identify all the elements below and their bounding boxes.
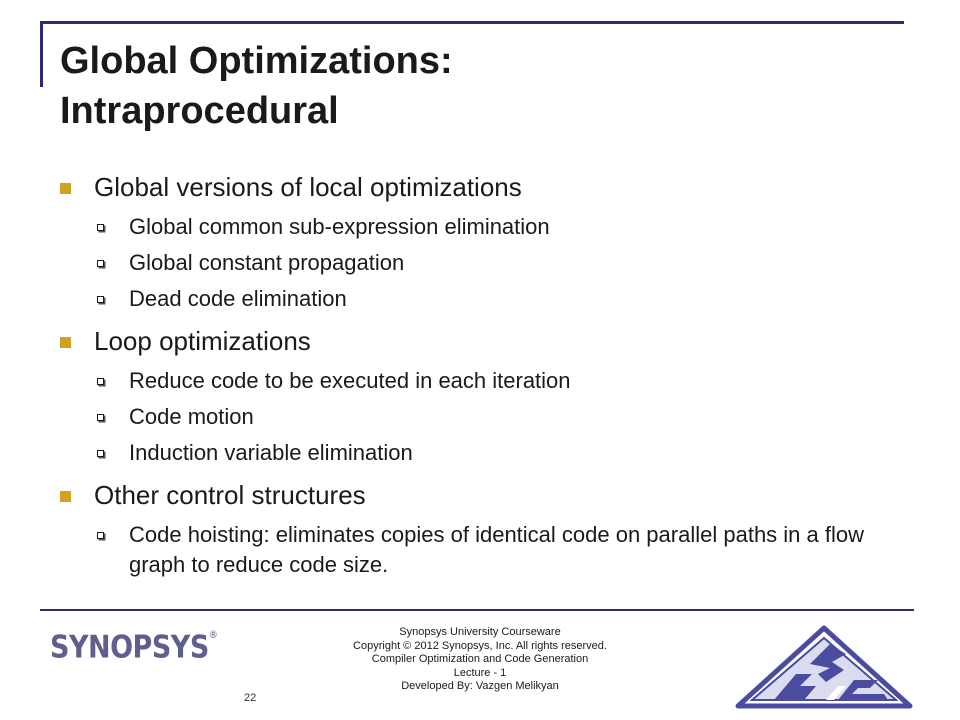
footer-line: Lecture - 1	[453, 666, 507, 679]
section-heading-text: Loop optimizations	[94, 326, 311, 356]
synopsys-logo	[50, 630, 217, 666]
list-item-text: Dead code elimination	[129, 286, 347, 311]
hollow-square-bullet-icon	[97, 450, 104, 457]
list-item	[60, 402, 910, 432]
list-item	[60, 438, 910, 468]
list-item-text: Global constant propagation	[129, 250, 405, 275]
hollow-square-bullet-icon	[97, 414, 104, 421]
square-bullet-icon	[60, 337, 71, 348]
hollow-square-bullet-icon	[97, 378, 104, 385]
square-bullet-icon	[60, 491, 71, 502]
list-item-text: Induction variable elimination	[129, 440, 413, 465]
university-emblem-icon	[734, 624, 914, 710]
page-number: 22	[244, 692, 257, 704]
section-heading	[60, 478, 910, 512]
slide-title	[60, 36, 920, 136]
section-heading-text: Other control structures	[94, 480, 366, 510]
section-heading	[60, 324, 910, 358]
footer-line: Copyright © 2012 Synopsys, Inc. All rights reserved.	[353, 639, 607, 652]
section-heading-text: Global versions of local optimizations	[94, 172, 522, 202]
list-item	[60, 520, 910, 580]
footer-line: Developed By: Vazgen Melikyan	[401, 680, 559, 692]
hollow-square-bullet-icon	[97, 260, 104, 267]
title-line-1: Global Optimizations:	[60, 40, 453, 82]
hollow-square-bullet-icon	[97, 224, 104, 231]
list-item-text: Reduce code to be executed in each iteration	[129, 368, 571, 393]
list-item-text: Code motion	[129, 404, 254, 429]
list-item	[60, 366, 910, 396]
registered-mark: ®	[208, 630, 218, 642]
title-line-2: Intraprocedural	[60, 90, 339, 132]
footer-credits	[300, 626, 660, 694]
square-bullet-icon	[60, 183, 71, 194]
footer-line: Compiler Optimization and Code Generation	[371, 653, 589, 665]
hollow-square-bullet-icon	[97, 532, 104, 539]
hollow-square-bullet-icon	[97, 296, 104, 303]
list-item-text: Code hoisting: eliminates copies of identical code on parallel paths in a flow graph to reduce code size.	[129, 522, 864, 577]
frame-top-rule	[40, 21, 904, 24]
frame-left-rule	[40, 21, 43, 87]
list-item-text: Global common sub-expression elimination	[129, 214, 550, 239]
list-item	[60, 212, 910, 242]
list-item	[60, 248, 910, 278]
footer-line: Synopsys University Courseware	[399, 626, 561, 638]
slide-content	[60, 170, 910, 586]
list-item	[60, 284, 910, 314]
footer-divider	[40, 609, 914, 611]
section-heading	[60, 170, 910, 204]
logo-text: SYNOPSYS	[50, 630, 209, 666]
